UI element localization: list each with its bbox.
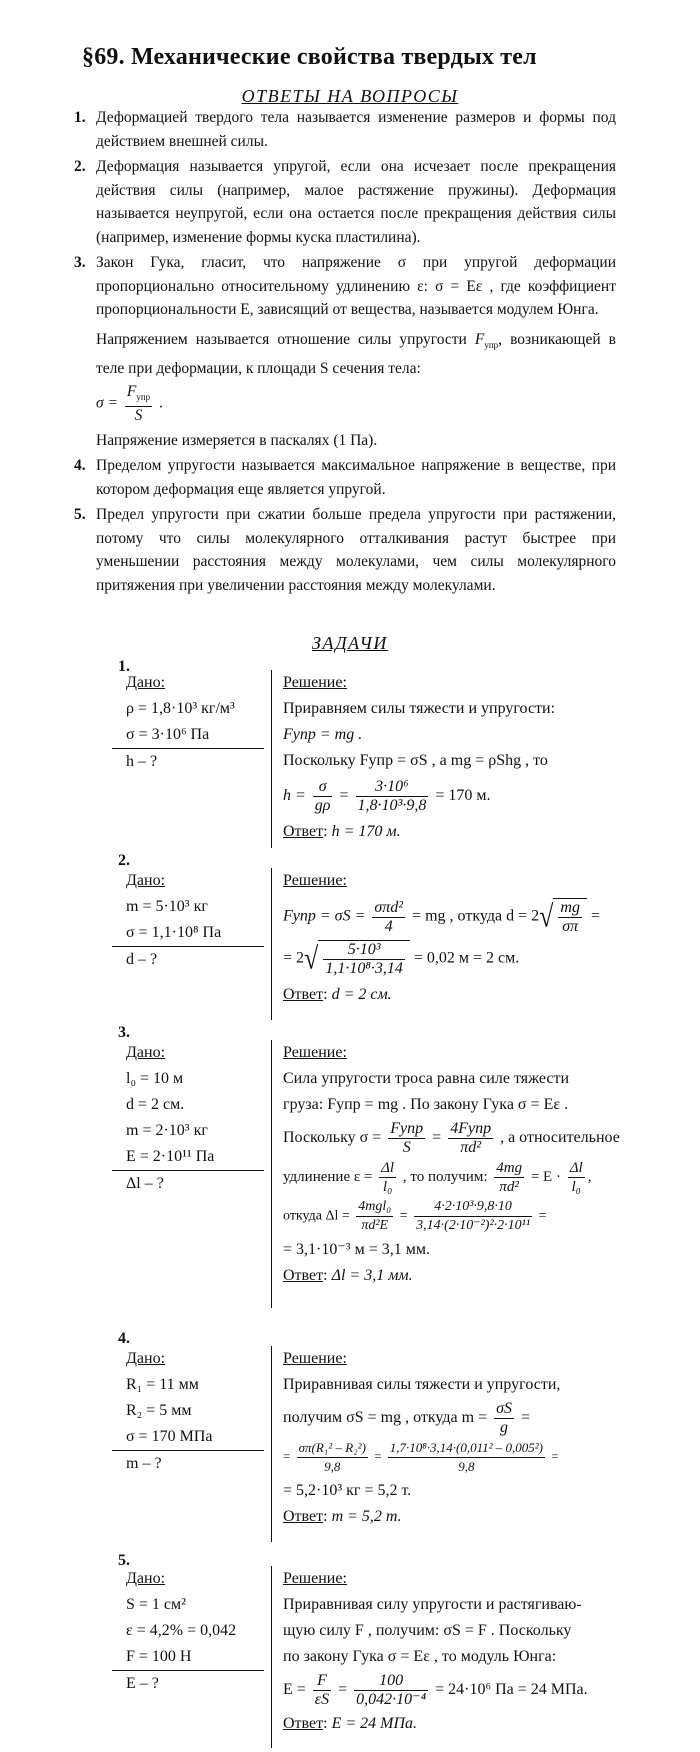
- tasks-heading: ЗАДАЧИ: [312, 633, 388, 653]
- answers-list: [74, 106, 616, 599]
- solution-formula: удлинение ε = $\frac{\Delta l}{\text{l₀}}$ , то получим: $\frac{4mg}{\text{πd²}}$ = E · $\frac{\Delta l}{\text{l₀}}$ ,: [283, 1160, 592, 1195]
- stress-formula: σ = $\frac{F_{упр}}{S}$ .: [96, 382, 163, 424]
- given-label: Дано:: [126, 872, 166, 889]
- answer-text: Закон Гука, гласит, что напряжение σ при упругой деформации пропорционально относительному удлинению ε: σ = Eε , где коэффициент пропорциональности E, зависящий от вещества, называется модулем Юнга.: [96, 254, 616, 318]
- given-label: Дано:: [126, 1570, 166, 1587]
- given-label: Дано:: [126, 1044, 166, 1061]
- answer-line: Ответ: m = 5,2 т.: [283, 1508, 402, 1525]
- answer-number: 2.: [74, 158, 86, 175]
- answer-item-extra: [96, 429, 616, 453]
- solution-line: щую силу F , получим: σS = F . Поскольку: [283, 1622, 572, 1639]
- answer-line: Ответ: d = 2 см.: [283, 986, 392, 1003]
- solution-label: Решение:: [283, 674, 347, 691]
- answer-extra-text-b: , возникающей в теле при деформации, к площади S сечения тела:: [96, 330, 616, 377]
- task-4-divider: [271, 1346, 272, 1542]
- answer-extra-text: Напряжение измеряется в паскалях (1 Па).: [96, 431, 378, 449]
- task-5-divider: [271, 1566, 272, 1748]
- answer-text: Пределом упругости называется максимальное напряжение в веществе, при котором деформация еще является упругой.: [96, 457, 616, 498]
- solution-line: по закону Гука σ = Eε , то модуль Юнга:: [283, 1648, 557, 1665]
- solution-label: Решение:: [283, 1044, 347, 1061]
- answer-item: [74, 106, 616, 153]
- answer-item: [74, 251, 616, 322]
- answer-item: [74, 155, 616, 249]
- task-5-number: 5.: [118, 1552, 130, 1569]
- answer-line: Ответ: Δl = 3,1 мм.: [283, 1267, 413, 1284]
- answer-number: 4.: [74, 457, 86, 474]
- given-item: σ = 3·10⁶ Па: [126, 726, 210, 743]
- task-1-number: 1.: [118, 658, 130, 675]
- find-item: Δl – ?: [112, 1170, 264, 1197]
- answer-text: Предел упругости при сжатии больше предела упругости при растяжении, потому что силы молекулярного отталкивания растут быстрее при уменьшении расстояния между молекулами, чем силы молекулярного притяжения при увеличении расстояния между молекулами.: [96, 506, 616, 594]
- find-item: d – ?: [112, 946, 264, 973]
- task-3-divider: [271, 1040, 272, 1308]
- page-title: §69. Механические свойства твердых тел: [82, 44, 537, 70]
- answer-number: 5.: [74, 506, 86, 523]
- given-item: R₁ = 11 мм: [126, 1376, 199, 1393]
- given-item: d = 2 см.: [126, 1096, 185, 1113]
- find-item: E – ?: [112, 1670, 264, 1697]
- solution-line: Приравнивая силы тяжести и упругости,: [283, 1376, 561, 1393]
- solution-line: Приравнивая силу упругости и растягиваю-: [283, 1596, 582, 1613]
- given-item: m = 5·10³ кг: [126, 898, 208, 915]
- task-3-solution: [283, 1040, 623, 1289]
- find-item: h – ?: [112, 748, 264, 775]
- answers-heading: ОТВЕТЫ НА ВОПРОСЫ: [241, 86, 459, 106]
- task-1-solution: [283, 670, 623, 845]
- given-item: ε = 4,2% = 0,042: [126, 1622, 237, 1639]
- task-4-number: 4.: [118, 1330, 130, 1347]
- solution-line: Приравняем силы тяжести и упругости:: [283, 700, 556, 717]
- solution-line: = 3,1·10⁻³ м = 3,1 мм.: [283, 1241, 430, 1258]
- answer-extra-text: Напряжением называется отношение силы упругости: [96, 330, 467, 348]
- answer-item: [74, 503, 616, 597]
- given-item: σ = 170 МПа: [126, 1428, 213, 1445]
- solution-line: груза: Fупр = mg . По закону Гука σ = Eε .: [283, 1096, 569, 1113]
- solution-formula: откуда Δl = $\frac{\text{4mgl₀}}{\text{πd²E}}$ = $\frac{\text{4·2·10³·9,8·10}}{\text{3,14·(2·10⁻²)²·2·10¹¹}}$ =: [283, 1199, 547, 1233]
- given-item: E = 2·10¹¹ Па: [126, 1148, 215, 1165]
- given-item: l₀ = 10 м: [126, 1070, 184, 1087]
- task-2-solution: [283, 868, 623, 1008]
- solution-formula: = 2√ $\frac{\text{5·10³}}{\text{1,1·10⁸·3,14}}$ = 0,02 м = 2 см.: [283, 941, 520, 977]
- task-1-divider: [271, 670, 272, 848]
- answer-number: 1.: [74, 109, 86, 126]
- solution-label: Решение:: [283, 1350, 347, 1367]
- solution-line: Сила упругости троса равна силе тяжести: [283, 1070, 570, 1087]
- task-2-number: 2.: [118, 852, 130, 869]
- given-item: F = 100 Н: [126, 1648, 192, 1665]
- given-item: m = 2·10³ кг: [126, 1122, 208, 1139]
- solution-formula: Поскольку σ = $\frac{\text{Fупр}}{S}$ = $\frac{\text{4Fупр}}{\text{πd²}}$ , а относительное: [283, 1120, 620, 1156]
- given-label: Дано:: [126, 1350, 166, 1367]
- solution-line: = 5,2·10³ кг = 5,2 т.: [283, 1482, 412, 1499]
- solution-formula: получим σS = mg , откуда m = $\frac{\sigma S}{g}$ =: [283, 1400, 531, 1436]
- task-3-given: [126, 1040, 264, 1197]
- task-2-divider: [271, 868, 272, 1020]
- task-4-solution: [283, 1346, 623, 1530]
- solution-label: Решение:: [283, 872, 347, 889]
- task-4-given: [126, 1346, 264, 1477]
- task-5-solution: [283, 1566, 623, 1737]
- task-1-given: [126, 670, 264, 775]
- given-item: R₂ = 5 мм: [126, 1402, 192, 1419]
- answer-number: 3.: [74, 254, 86, 271]
- answer-line: Ответ: E = 24 МПа.: [283, 1715, 418, 1732]
- given-item: ρ = 1,8·10³ кг/м³: [126, 700, 235, 717]
- solution-label: Решение:: [283, 1570, 347, 1587]
- answer-text: Деформацией твердого тела называется изменение размеров и формы под действием внешней силы.: [96, 109, 616, 150]
- solution-line: Поскольку Fупр = σS , а mg = ρShg , то: [283, 752, 548, 769]
- given-item: σ = 1,1·10⁸ Па: [126, 924, 222, 941]
- task-2-given: [126, 868, 264, 973]
- task-3-number: 3.: [118, 1024, 130, 1041]
- solution-formula: E = $\frac{F}{\varepsilon S}$ = $\frac{100}{\text{0,042·10⁻⁴}}$ = 24·10⁶ Па = 24 МПа.: [283, 1672, 588, 1708]
- task-5-given: [126, 1566, 264, 1697]
- answer-item: [74, 454, 616, 501]
- answer-item-extra: Напряжением называется отношение силы упругости $F_{упр}$, возникающей в теле при деформации, к площади S сечения тела:: [96, 330, 616, 377]
- solution-line: Fупр = mg .: [283, 726, 363, 743]
- find-item: m – ?: [112, 1450, 264, 1477]
- given-item: S = 1 см²: [126, 1596, 186, 1613]
- given-label: Дано:: [126, 674, 166, 691]
- solution-formula: = $\frac{\text{σπ(R₁² – R₂²)}}{9,8}$ = $\frac{\text{1,7·10⁸·3,14·(0,011² – 0,005²)}}{9,8}$ =: [283, 1440, 559, 1474]
- answer-text: Деформация называется упругой, если она исчезает после прекращения действия силы (например, малое растяжение пружины). Деформация называется неупругой, если она остается после прекращения действия силы (например, изменение формы куска пластилина).: [96, 158, 616, 246]
- solution-formula: h = $\frac{\sigma}{g\rho}$ = $\frac{\text{3·10⁶}}{\text{1,8·10³·9,8}}$ = 170 м.: [283, 778, 491, 814]
- answer-line: Ответ: h = 170 м.: [283, 823, 401, 840]
- solution-formula: Fупр = σS = $\frac{\text{σπd²}}{4}$ = mg , откуда d = 2√ $\frac{mg}{\sigma\pi}$ =: [283, 898, 600, 935]
